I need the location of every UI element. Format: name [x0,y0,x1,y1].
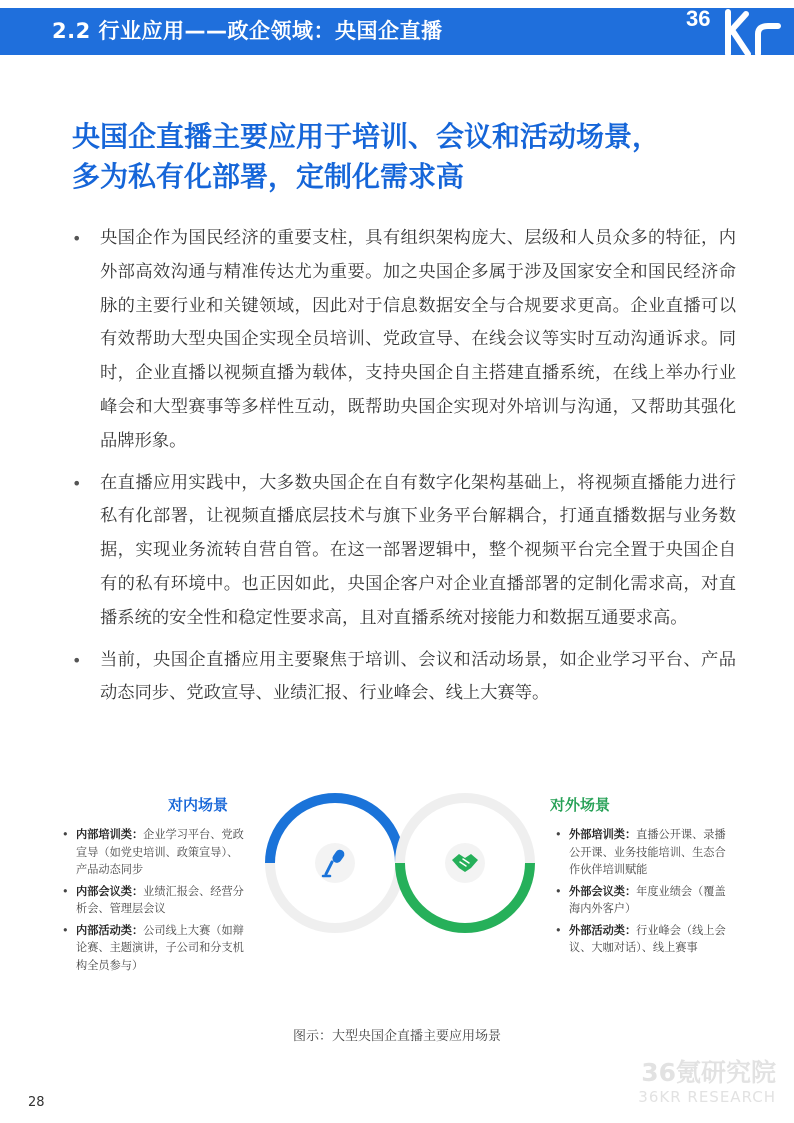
bullet-dot-icon: • [555,884,562,898]
list-item [551,922,731,957]
bullet-dot-icon: • [72,229,82,248]
scene-item-label: 内部培训类： [76,828,144,841]
scene-item-text: 直播公开课、录播公开课、业务技能培训、生态合作伙伴培训赋能 [569,828,726,876]
bullet-paragraph [72,467,736,636]
page-number: 28 [28,1095,45,1110]
scene-item-text: 行业峰会（线上会议、大咖对话）、线上赛事 [569,923,726,954]
handshake-icon [445,843,485,883]
main-heading-line-1: 央国企直播主要应用于培训、会议和活动场景， [72,120,661,153]
scene-item-text: 企业学习平台、党政宣导（如党史培训、政策宣导）、产品动态同步 [76,828,244,876]
bullet-dot-icon: • [72,650,82,670]
scene-item-label: 内部活动类： [76,923,144,937]
scene-item-text: 业绩汇报会、经营分析会、管理层会议 [76,884,244,915]
bullet-list [72,222,736,719]
bullet-text: 央国企作为国民经济的重要支柱，具有组织架构庞大、层级和人员众多的特征，内外部高效沟通与精准传达尤为重要。加之央国企多属于涉及国家安全和国民经济命脉的主要行业和关键领域，因此对于信息数据安全与合规要求更高。企业直播可以有效帮助大型央国企实现全员培训、党政宣导、在线会议等实时互动沟通诉求。同时，企业直播以视频直播为载体，支持央国企自主搭建直播系统，在线上举办行业峰会和大型赛事等多样性互动，既帮助央国企实现对外培训与沟通，又帮助其强化品牌形象。 [100,228,736,451]
watermark-line-1: 36氪研究院 [641,1058,776,1087]
scene-item-label: 内部会议类： [76,884,144,898]
bullet-paragraph [72,222,736,459]
watermark-line-2: 36KR RESEARCH [638,1088,776,1106]
list-item [58,922,248,975]
bullet-text: 当前，央国企直播应用主要聚焦于培训、会议和活动场景，如企业学习平台、产品动态同步、党政宣导、业绩汇报、行业峰会、线上大赛等。 [100,649,736,704]
internal-scenes-title: 对内场景 [168,796,229,814]
bullet-dot-icon: • [555,923,562,937]
list-item [58,826,248,879]
microphone-icon [315,843,355,883]
list-item [551,883,731,918]
external-scenes-title: 对外场景 [550,796,611,814]
scene-item-label: 外部培训类： [569,828,637,841]
bullet-dot-icon: • [555,828,562,841]
page-section-title: 2.2 行业应用——政企领域：央国企直播 [52,19,443,43]
bullet-text: 在直播应用实践中，大多数央国企在自有数字化架构基础上，将视频直播能力进行私有化部署，让视频直播底层技术与旗下业务平台解耦合，打通直播数据与业务数据，实现业务流转自营自管。在这一部署逻辑中，整个视频平台完全置于央国企自有的私有环境中。也正因如此，央国企客户对企业直播部署的定制化需求高，对直播系统的安全性和稳定性要求高，且对直播系统对接能力和数据互通要求高。 [100,472,736,628]
bullet-dot-icon: • [62,828,69,841]
bullet-dot-icon: • [62,884,69,898]
main-heading-line-2: 多为私有化部署，定制化需求高 [72,160,465,193]
36kr-research-watermark [638,1058,776,1106]
scene-item-text: 公司线上大赛（如辩论赛、主题演讲，子公司和分支机构全员参与） [76,923,244,972]
list-item [58,883,248,918]
bullet-dot-icon: • [62,923,69,937]
scenes-diagram [260,790,550,940]
bullet-paragraph [72,644,736,712]
scene-item-label: 外部活动类： [569,923,637,937]
bullet-dot-icon: • [72,473,82,493]
external-scenes-list [551,826,731,961]
list-item [551,826,731,879]
svg-text:36: 36 [686,6,711,31]
internal-scenes-list [58,826,248,978]
figure-caption: 图示：大型央国企直播主要应用场景 [292,1029,501,1044]
scene-item-label: 外部会议类： [569,884,637,898]
scene-item-text: 年度业绩会（覆盖海内外客户） [569,884,726,915]
main-heading [72,117,752,197]
36kr-logo [684,0,784,56]
